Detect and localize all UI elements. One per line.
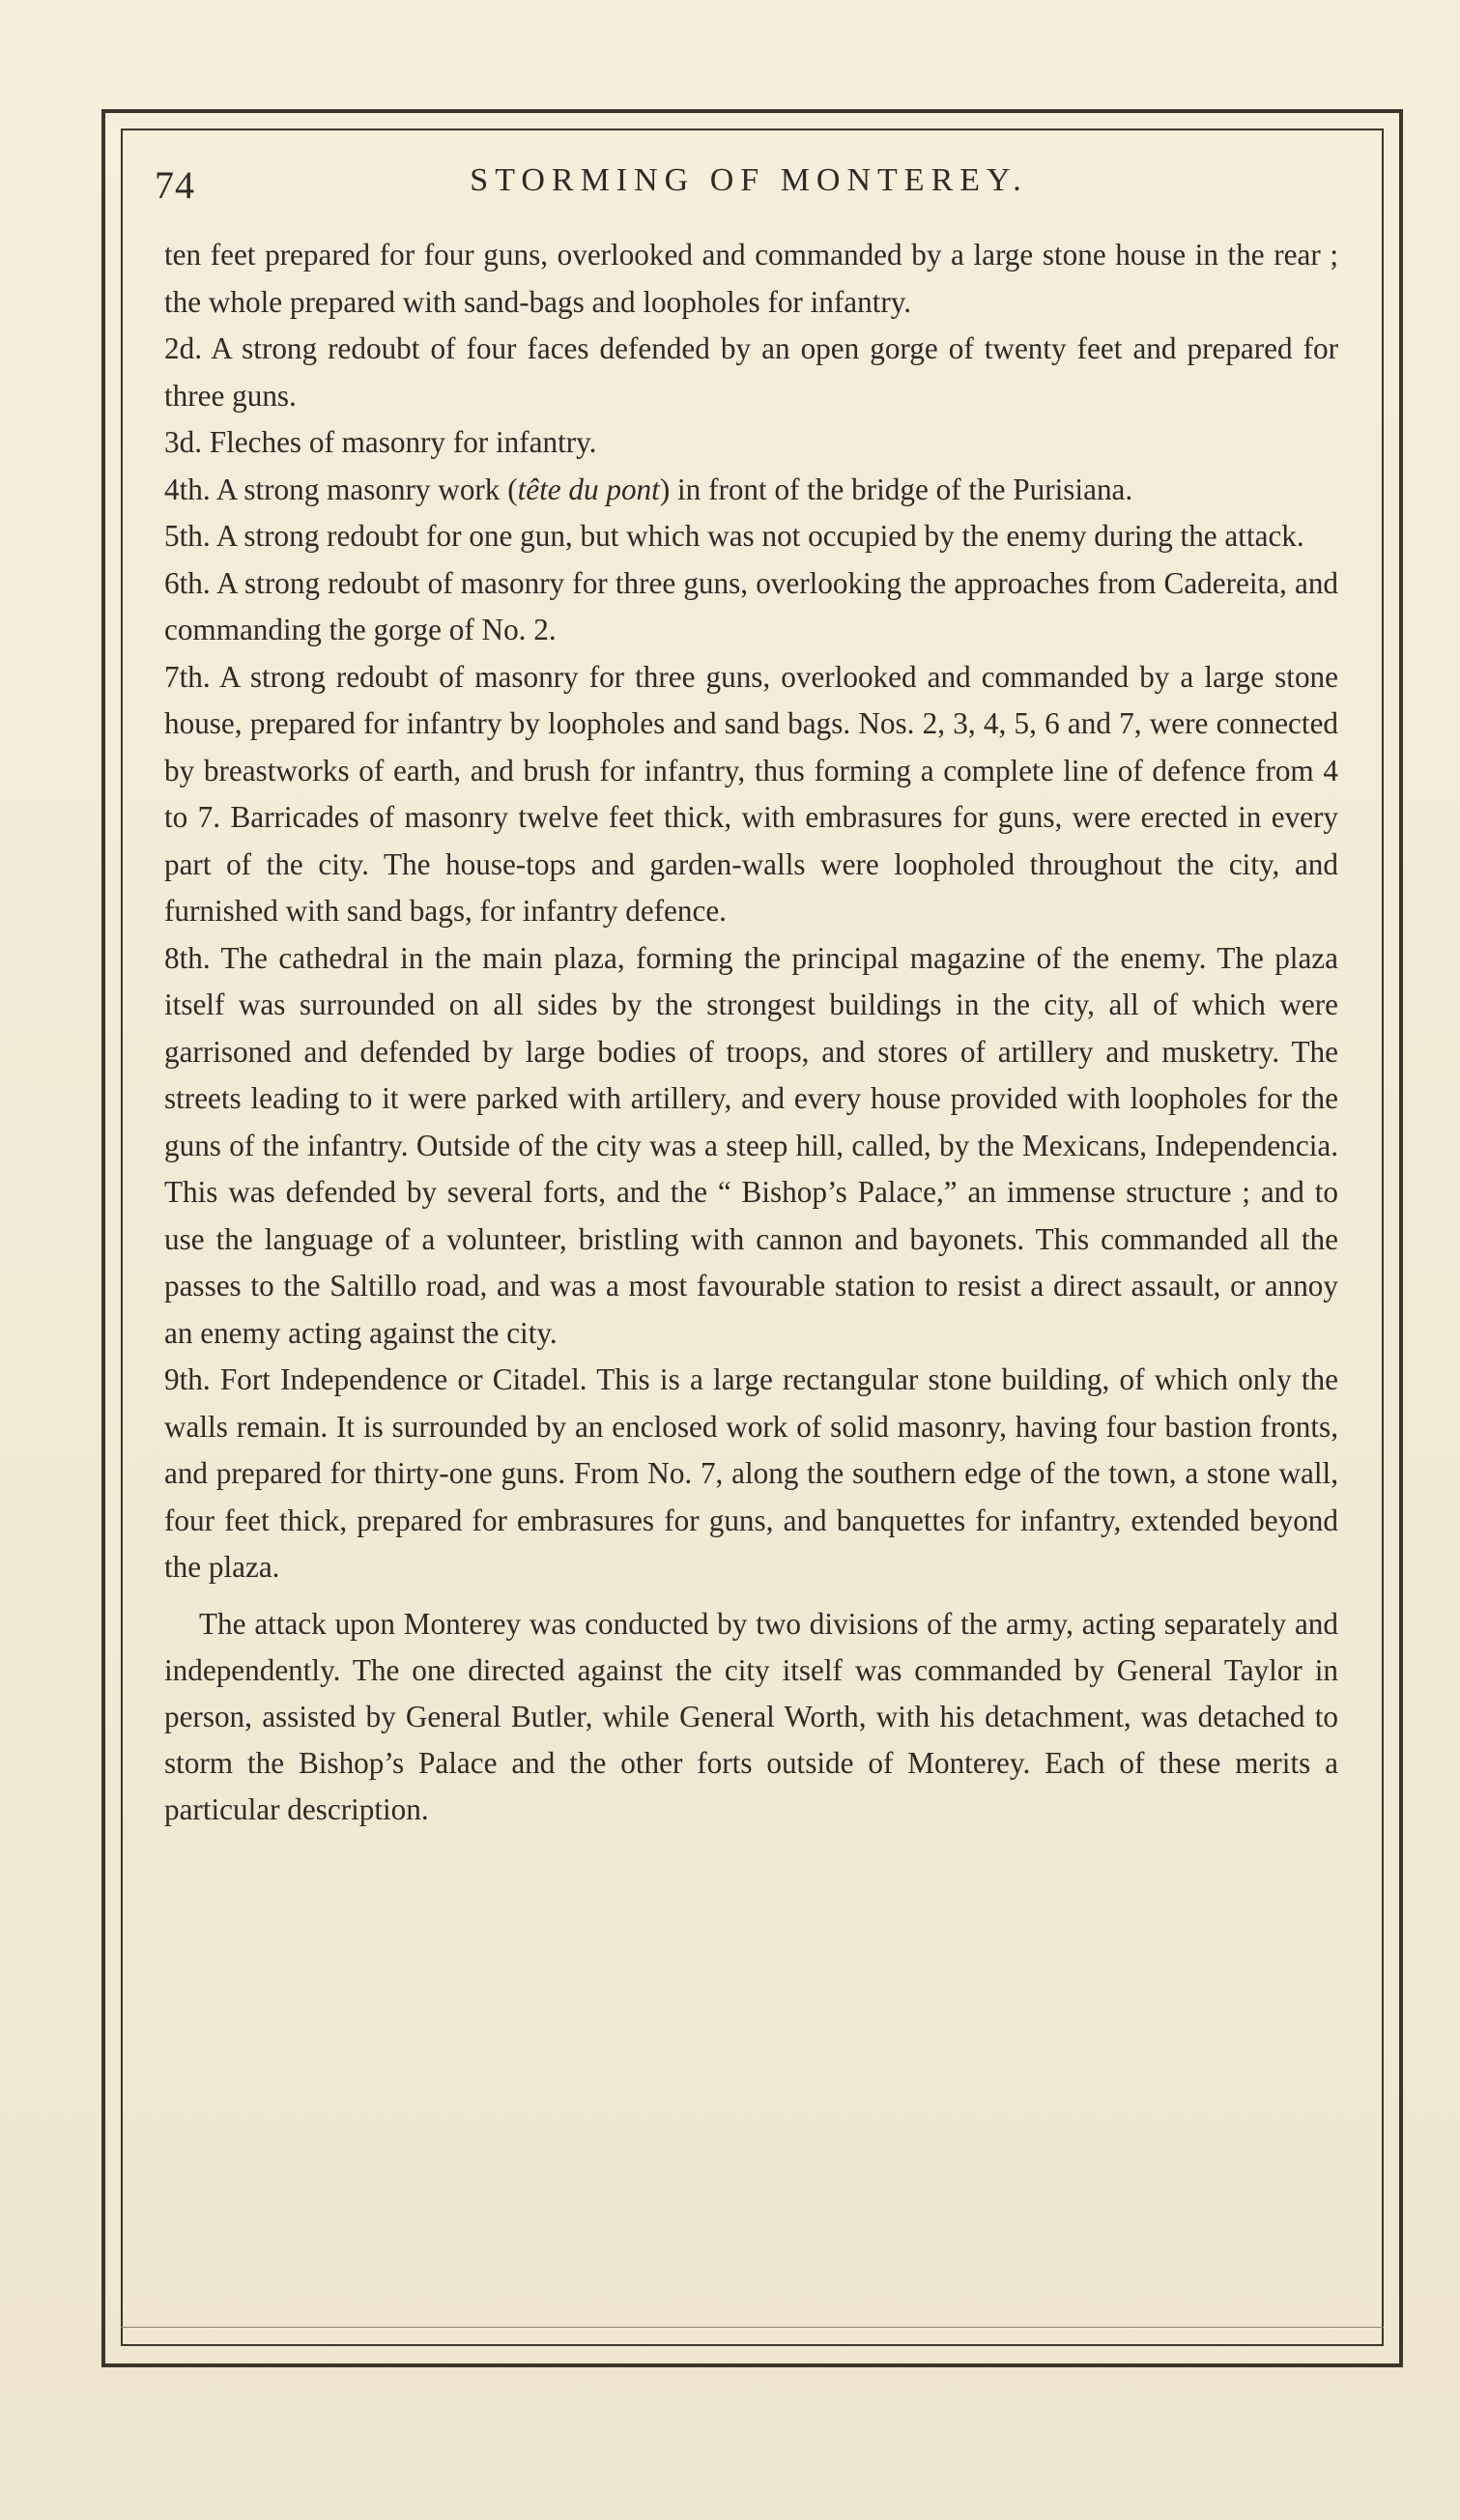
outer-border-top <box>101 109 1403 113</box>
paragraph-2d <box>164 326 1338 419</box>
paragraph-text: A strong redoubt of masonry for three guns, overlooked and commanded by a large stone house, prepared for infantry by loopholes and sand bags. Nos. 2, 3, 4, 5, 6 and 7, were connected by breastworks of earth, and brush for infantry, thus forming a complete line of defence from 4 to 7. Barricades of masonry twelve feet thick, with embrasures for guns, were erected in every part of the city. The house-tops and garden-walls were loopholed throughout the city, and furnished with sand bags, for infantry defence. <box>164 659 1338 928</box>
paragraph-8th <box>164 935 1338 1358</box>
footer-rule <box>121 2327 1384 2328</box>
paragraph-label: 6th. <box>164 565 211 600</box>
paragraph-text: The attack upon Monterey was conducted by two divisions of the army, acting separately and independently. The one directed against the city itself was commanded by General Taylor in person, assisted by General Butler, while General Worth, with his detachment, was detached to storm the Bishop’s Palace and the other forts outside of Monterey. Each of these merits a particular description. <box>164 1606 1338 1826</box>
paragraph-7th <box>164 654 1338 935</box>
paragraph-label: 7th. <box>164 659 211 694</box>
paragraph-5th <box>164 513 1338 560</box>
paragraph-label: 8th. <box>164 940 211 975</box>
inner-border-left <box>121 129 123 2346</box>
paragraph-continuation <box>164 232 1338 326</box>
inner-border-top <box>121 129 1384 130</box>
inner-border-right <box>1382 129 1384 2346</box>
paragraph-label: 4th. <box>164 472 211 506</box>
outer-border-right <box>1399 109 1403 2367</box>
paragraph-text: ten feet prepared for four guns, overlooked and commanded by a large stone house in the rear ; the whole prepared with sand-bags and loopholes for infantry. <box>164 238 1338 319</box>
paragraph-text: A strong redoubt of masonry for three guns, overlooking the approaches from Cadereita, and commanding the gorge of No. 2. <box>164 565 1338 646</box>
paragraph-label: 9th. <box>164 1362 211 1396</box>
paragraph-4th <box>164 467 1338 514</box>
outer-border-left <box>101 109 105 2367</box>
paragraph-label: 3d. <box>164 425 202 459</box>
paragraph-text: A strong redoubt for one gun, but which was not occupied by the enemy during the attack. <box>210 519 1304 553</box>
outer-border-bottom <box>101 2363 1403 2367</box>
paragraph-text: Fleches of masonry for infantry. <box>201 425 597 459</box>
paragraph-label: 2d. <box>164 331 202 365</box>
paragraph-3d <box>164 419 1338 467</box>
running-head: STORMING OF MONTEREY. <box>470 162 1028 198</box>
paragraph-text-before: A strong masonry work ( <box>210 472 518 506</box>
paragraph-text: Fort Independence or Citadel. This is a large rectangular stone building, of which only the walls remain. It is surrounded by an enclosed work of solid masonry, having four bastion fronts, and prepared for thirty-one guns. From No. 7, along the southern edge of the town, a stone wall, four feet thick, prepared for embrasures for guns, and banquettes for infantry, extended beyond the plaza. <box>164 1362 1338 1584</box>
paragraph-text-after: ) in front of the bridge of the Purisiana. <box>659 472 1133 506</box>
paragraph-final <box>164 1601 1338 1833</box>
italic-phrase: tête du pont <box>517 472 660 506</box>
paragraph-6th <box>164 560 1338 654</box>
paragraph-text: The cathedral in the main plaza, forming the principal magazine of the enemy. The plaza itself was surrounded on all sides by the strongest buildings in the city, all of which were garrisoned and defended by large bodies of troops, and stores of artillery and musketry. The streets leading to it were parked with artillery, and every house provided with loopholes for the guns of the infantry. Outside of the city was a steep hill, called, by the Mexicans, Independencia. This was defended by several forts, and the “ Bishop’s Palace,” an immense structure ; and to use the language of a volunteer, bristling with cannon and bayonets. This commanded all the passes to the Saltillo road, and was a most favourable station to resist a direct assault, or annoy an enemy acting against the city. <box>164 940 1338 1350</box>
body-text <box>164 232 1338 1833</box>
page-header <box>155 162 1343 220</box>
paragraph-text: A strong redoubt of four faces defended by an open gorge of twenty feet and prepared for three guns. <box>164 331 1338 413</box>
page-number: 74 <box>155 163 195 207</box>
inner-border-bottom <box>121 2344 1384 2346</box>
paragraph-9th <box>164 1357 1338 1591</box>
paragraph-label: 5th. <box>164 519 211 553</box>
